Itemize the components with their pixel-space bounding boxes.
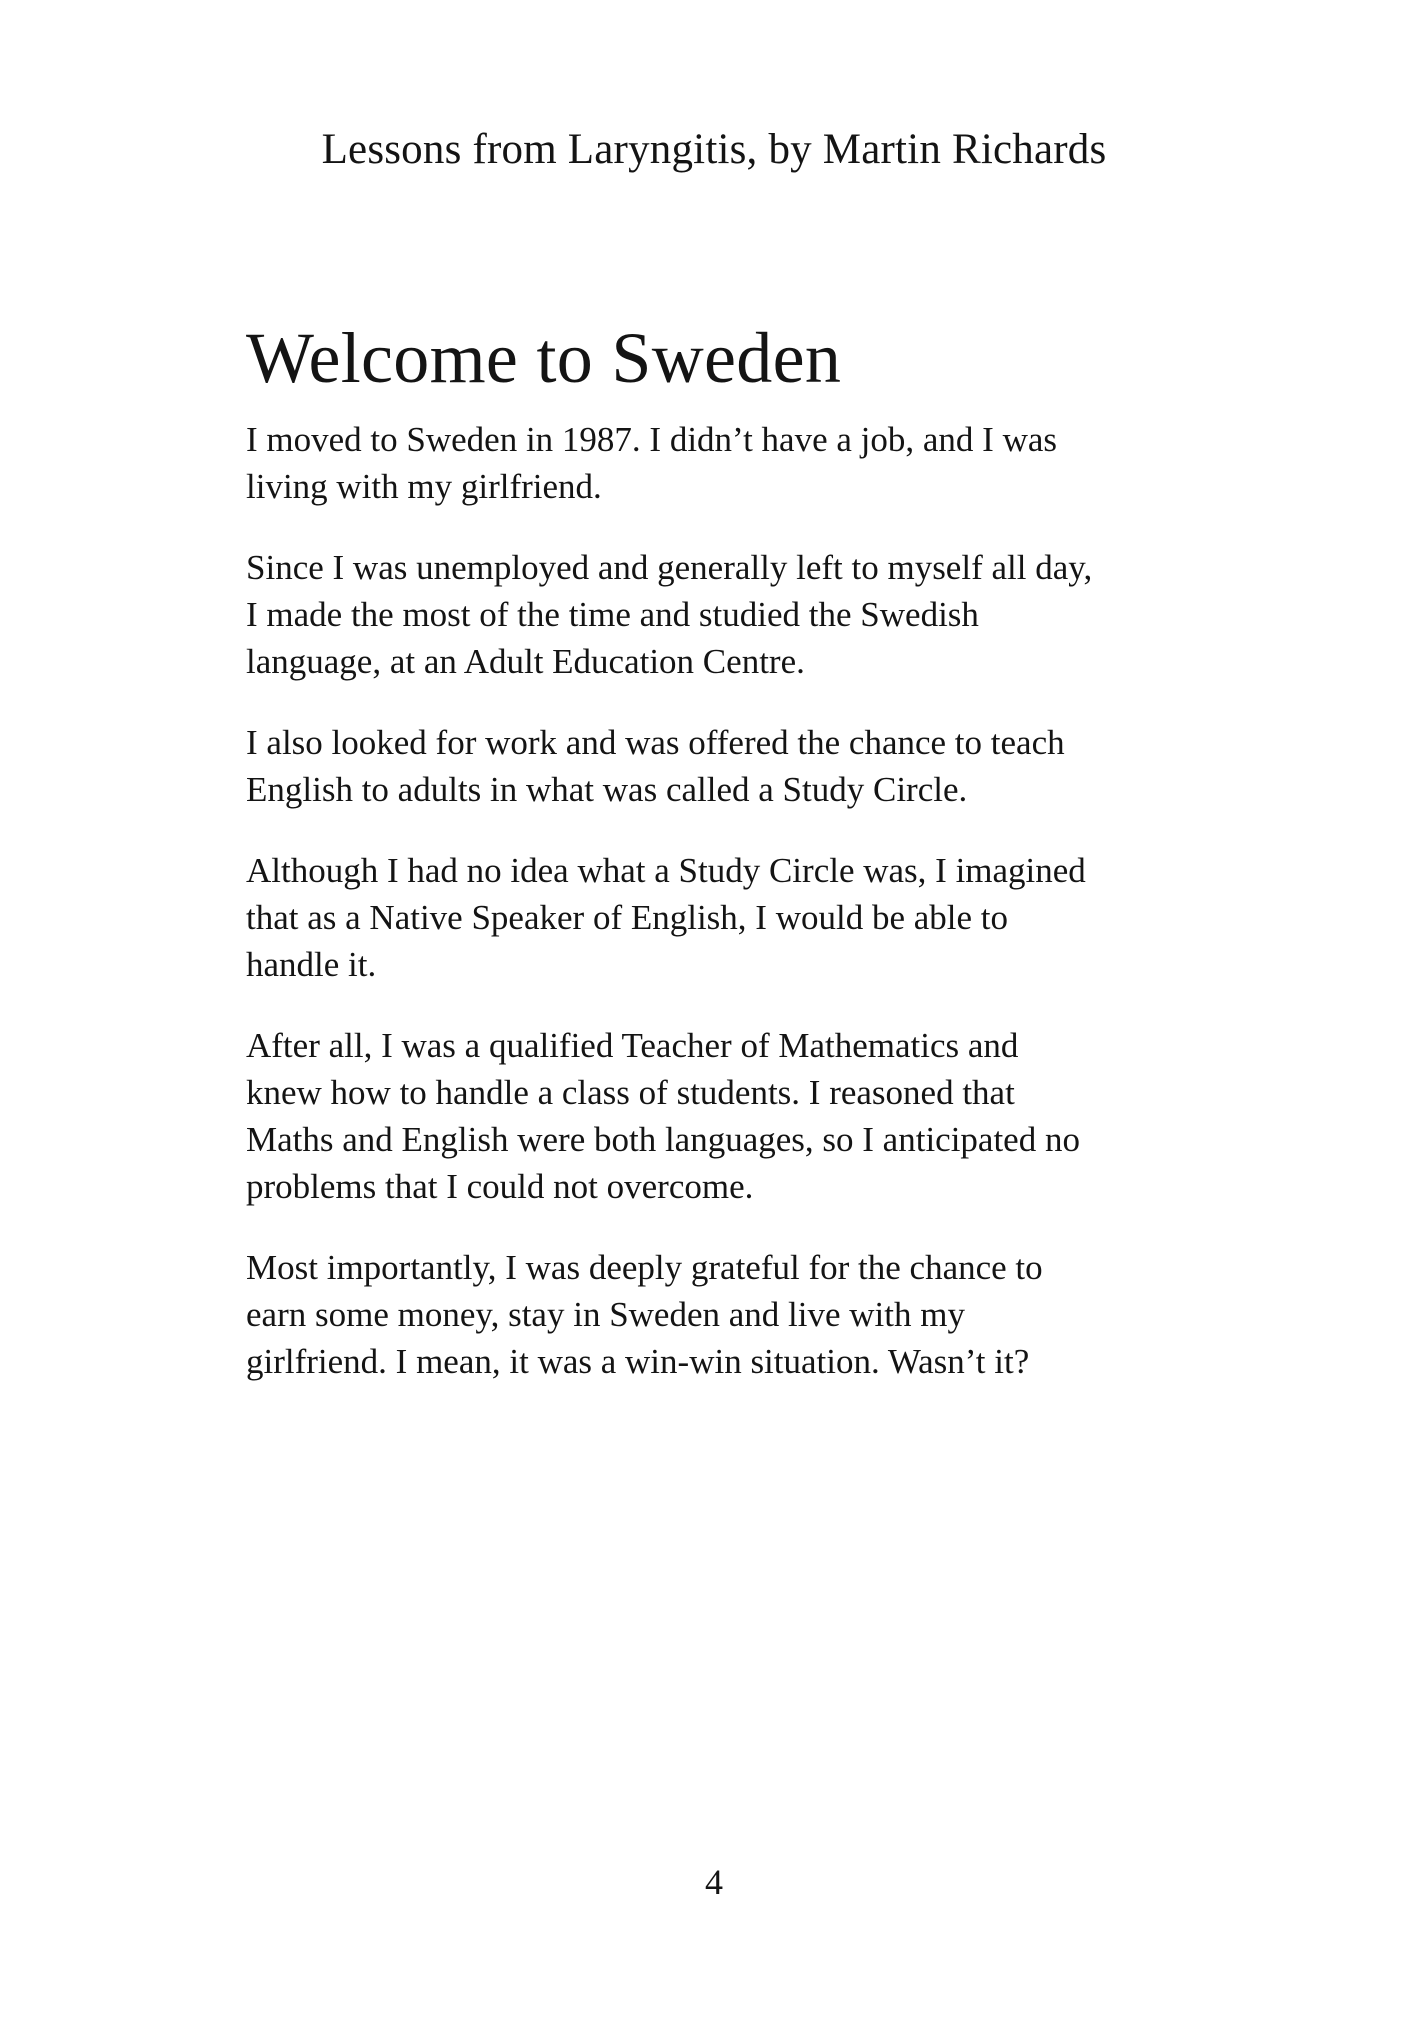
paragraph [246,847,1206,988]
paragraph [246,1022,1206,1210]
paragraph [246,1244,1206,1385]
paragraph-line: Since I was unemployed and generally left to myself all day, [246,548,1093,587]
paragraph-line: I moved to Sweden in 1987. I didn’t have a job, and I was [246,420,1057,459]
paragraph-line: knew how to handle a class of students. I reasoned that [246,1073,1015,1112]
paragraph-line: earn some money, stay in Sweden and live with my [246,1295,965,1334]
paragraph-line: handle it. [246,945,377,984]
page-number: 4 [705,1862,723,1902]
paragraph-line: language, at an Adult Education Centre. [246,642,805,681]
running-header: Lessons from Laryngitis, by Martin Richards [321,126,1107,173]
chapter-title: Welcome to Sweden [246,318,842,398]
paragraph-line: living with my girlfriend. [246,467,602,506]
paragraph-line: girlfriend. I mean, it was a win-win situation. Wasn’t it? [246,1342,1030,1381]
paragraph-line: I also looked for work and was offered the chance to teach [246,723,1065,762]
paragraph-line: problems that I could not overcome. [246,1167,754,1206]
paragraph-line: Maths and English were both languages, so I anticipated no [246,1120,1080,1159]
paragraph-line: I made the most of the time and studied the Swedish [246,595,979,634]
paragraph [246,719,1206,813]
paragraph-line: English to adults in what was called a Study Circle. [246,770,968,809]
paragraph-line: Most importantly, I was deeply grateful for the chance to [246,1248,1043,1287]
paragraph-line: that as a Native Speaker of English, I would be able to [246,898,1009,937]
chapter-body [246,318,1206,1419]
paragraph-line: After all, I was a qualified Teacher of Mathematics and [246,1026,1019,1065]
paragraph-line: Although I had no idea what a Study Circle was, I imagined [246,851,1086,890]
paragraph [246,544,1206,685]
paragraph [246,416,1206,510]
